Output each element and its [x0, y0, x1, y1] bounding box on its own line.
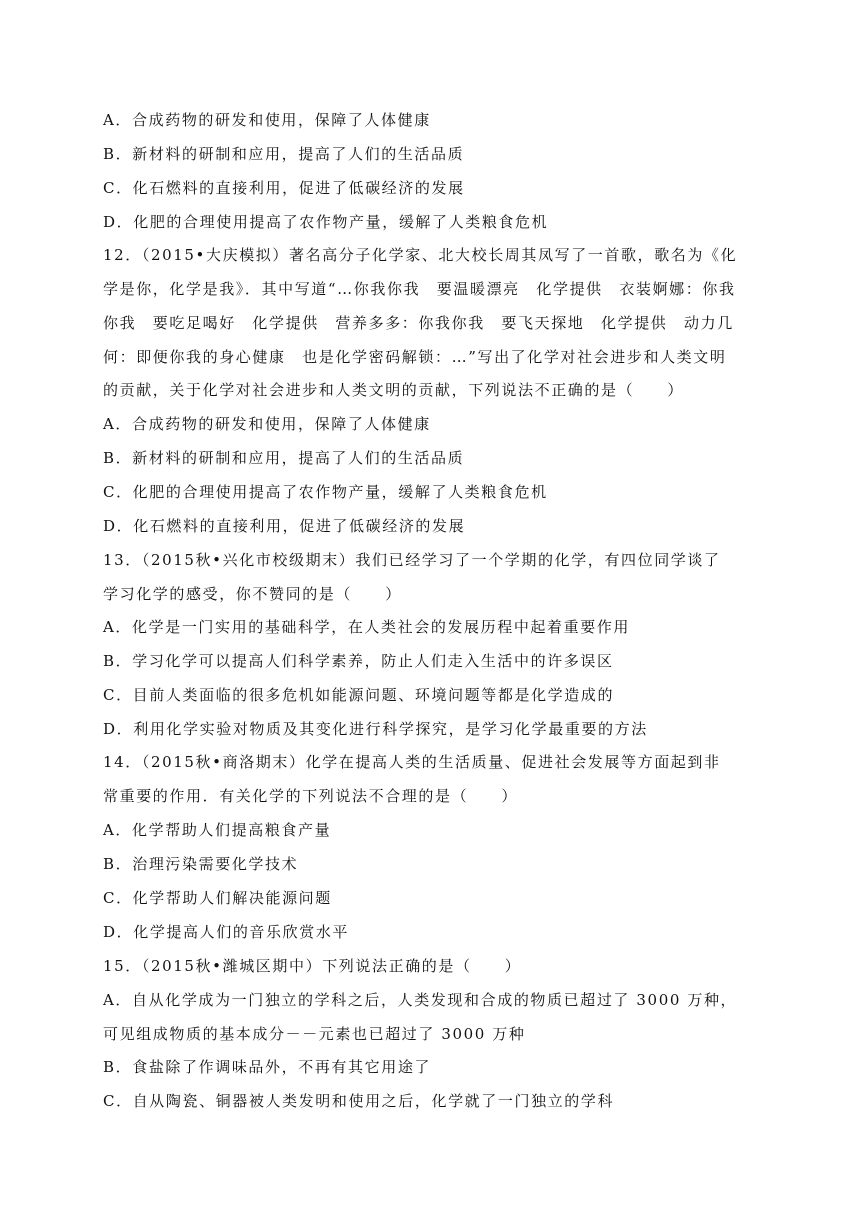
- q14-option-b: B．治理污染需要化学技术: [103, 855, 299, 873]
- q14-stem-line-2: 常重要的作用．有关化学的下列说法不合理的是（ ）: [103, 787, 519, 805]
- q13-option-b: B．学习化学可以提高人们科学素养，防止人们走入生活中的许多误区: [103, 652, 614, 670]
- q12-option-a: A．合成药物的研发和使用，保障了人体健康: [103, 415, 431, 433]
- q15-option-a-line-1: A．自从化学成为一门独立的学科之后，人类发现和合成的物质已超过了 3000 万种，: [103, 991, 738, 1009]
- q15-option-a-line-2: 可见组成物质的基本成分－－元素也已超过了 3000 万种: [103, 1025, 526, 1043]
- q15-option-c: C．自从陶瓷、铜器被人类发明和使用之后，化学就了一门独立的学科: [103, 1092, 615, 1110]
- q11-option-d: D．化肥的合理使用提高了农作物产量，缓解了人类粮食危机: [103, 213, 549, 231]
- q14-option-c: C．化学帮助人们解决能源问题: [103, 889, 332, 907]
- q11-option-a: A．合成药物的研发和使用，保障了人体健康: [103, 111, 431, 129]
- q14-stem-line-1: 14．（2015秋•商洛期末）化学在提高人类的生活质量、促进社会发展等方面起到非: [103, 753, 721, 771]
- q14-option-a: A．化学帮助人们提高粮食产量: [103, 821, 332, 839]
- q11-option-b: B．新材料的研制和应用，提高了人们的生活品质: [103, 145, 465, 163]
- q12-option-b: B．新材料的研制和应用，提高了人们的生活品质: [103, 449, 465, 467]
- q12-stem-line-3: 你我 要吃足喝好 化学提供 营养多多：你我你我 要飞天探地 化学提供 动力几: [103, 314, 734, 332]
- q15-option-b: B．食盐除了作调味品外，不再有其它用途了: [103, 1058, 432, 1076]
- q12-option-c: C．化肥的合理使用提高了农作物产量，缓解了人类粮食危机: [103, 483, 548, 501]
- q12-stem-line-2: 学是你，化学是我》．其中写道“…你我你我 要温暖漂亮 化学提供 衣装婀娜：你我: [103, 280, 736, 298]
- q12-stem-line-4: 何：即便你我的身心健康 也是化学密码解锁：…”写出了化学对社会进步和人类文明: [103, 348, 727, 366]
- q12-option-d: D．化石燃料的直接利用，促进了低碳经济的发展: [103, 517, 466, 535]
- q13-option-c: C．目前人类面临的很多危机如能源问题、环境问题等都是化学造成的: [103, 686, 615, 704]
- q15-stem-line-1: 15．（2015秋•潍城区期中）下列说法正确的是（ ）: [103, 957, 522, 975]
- q14-option-d: D．化学提高人们的音乐欣赏水平: [103, 923, 350, 941]
- q11-option-c: C．化石燃料的直接利用，促进了低碳经济的发展: [103, 179, 465, 197]
- q12-stem-line-5: 的贡献，关于化学对社会进步和人类文明的贡献，下列说法不正确的是（ ）: [103, 381, 685, 399]
- q13-stem-line-2: 学习化学的感受，你不赞同的是（ ）: [103, 585, 402, 603]
- q13-stem-line-1: 13．（2015秋•兴化市校级期末）我们已经学习了一个学期的化学，有四位同学谈了: [103, 551, 721, 569]
- q12-stem-line-1: 12．（2015•大庆模拟）著名高分子化学家、北大校长周其凤写了一首歌，歌名为《化: [103, 246, 738, 264]
- q13-option-a: A．化学是一门实用的基础科学，在人类社会的发展历程中起着重要作用: [103, 618, 631, 636]
- q13-option-d: D．利用化学实验对物质及其变化进行科学探究，是学习化学最重要的方法: [103, 720, 648, 738]
